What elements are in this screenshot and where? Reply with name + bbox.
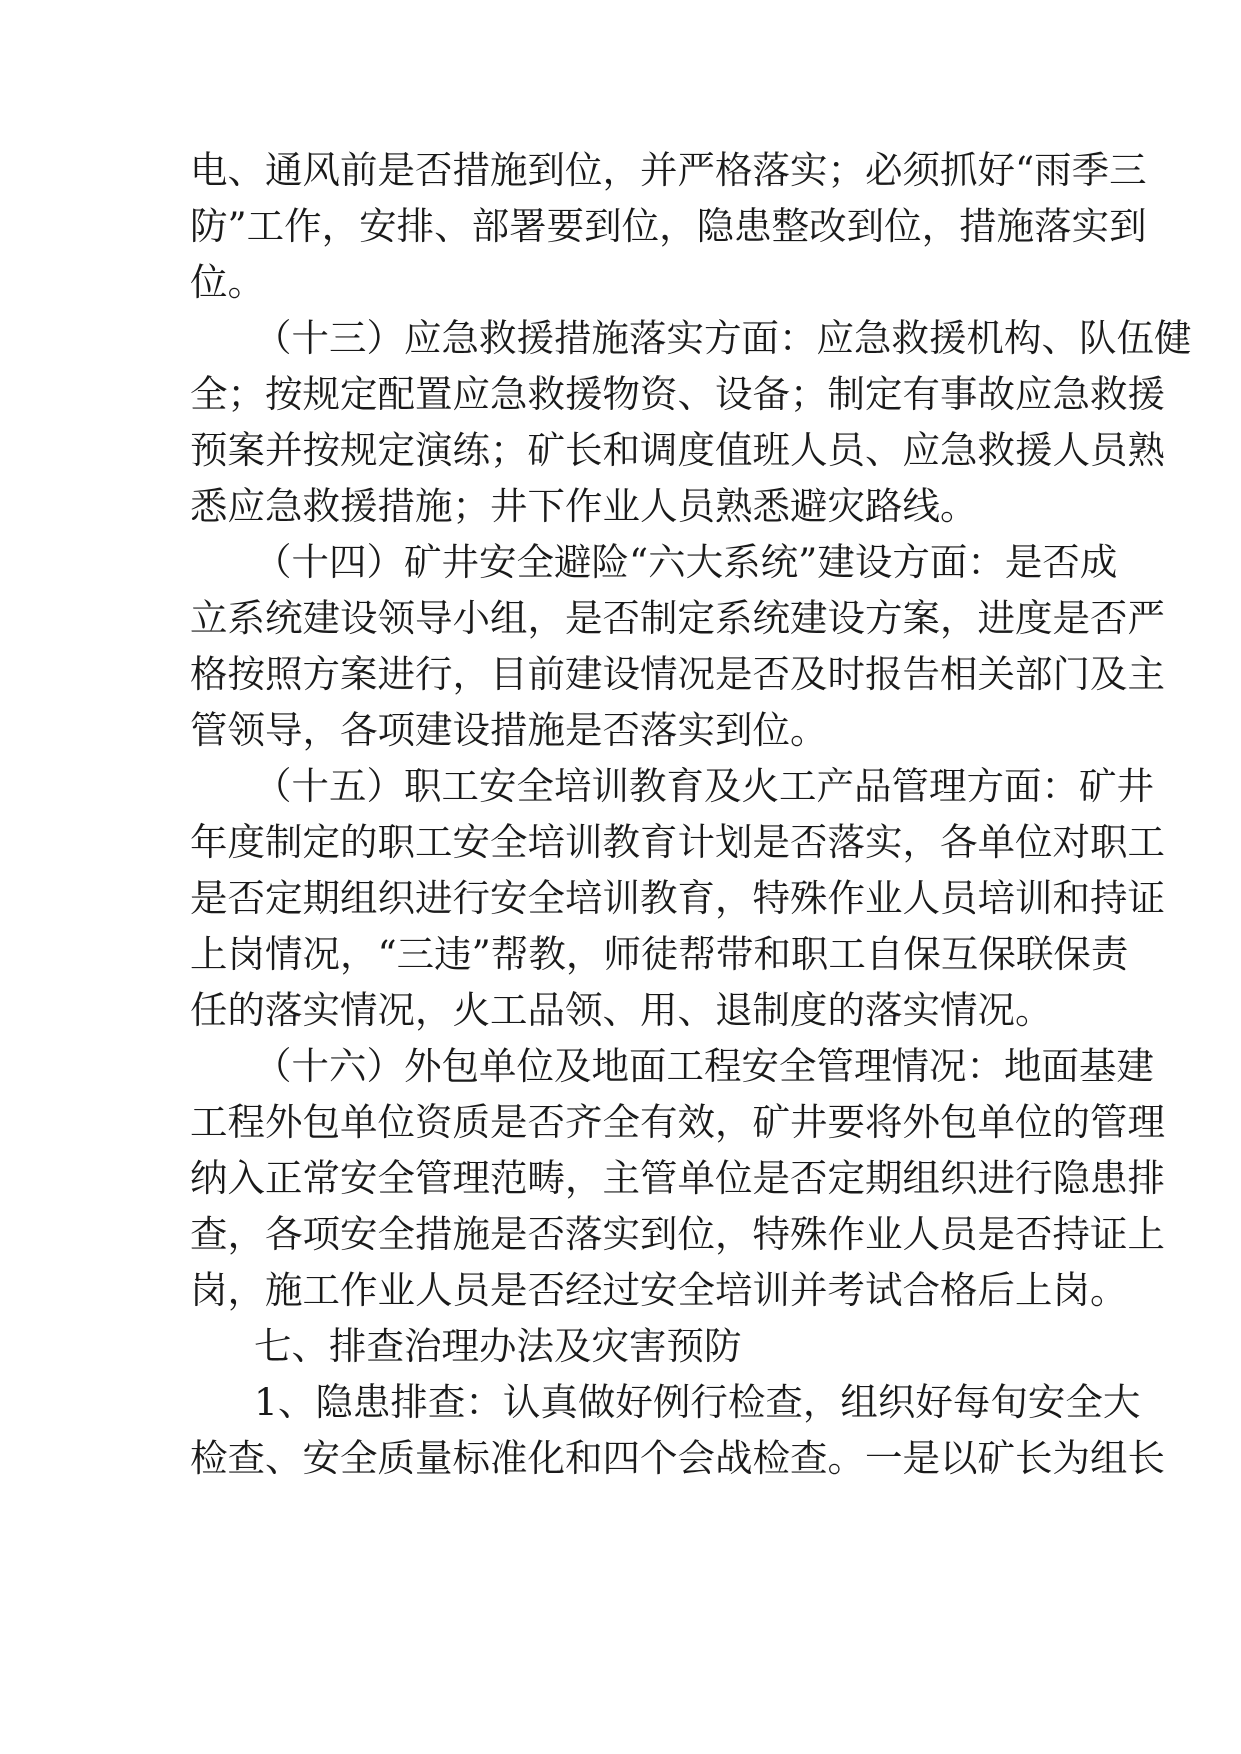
text-line: 工程外包单位资质是否齐全有效，矿井要将外包单位的管理 bbox=[190, 1100, 1165, 1144]
text-line: 年度制定的职工安全培训教育计划是否落实，各单位对职工 bbox=[190, 820, 1165, 864]
text-line: 悉应急救援措施；井下作业人员熟悉避灾路线。 bbox=[190, 484, 978, 528]
text-line: 是否定期组织进行安全培训教育，特殊作业人员培训和持证 bbox=[190, 876, 1165, 920]
text-line: 检查、安全质量标准化和四个会战检查。一是以矿长为组长 bbox=[190, 1436, 1165, 1480]
text-line: 格按照方案进行，目前建设情况是否及时报告相关部门及主 bbox=[190, 652, 1165, 696]
paragraph-heading-line: （十四）矿井安全避险“六大系统”建设方面：是否成 bbox=[254, 540, 1118, 584]
text-line: 预案并按规定演练；矿长和调度值班人员、应急救援人员熟 bbox=[190, 428, 1165, 472]
paragraph-heading-line: 1、隐患排查：认真做好例行检查，组织好每旬安全大 bbox=[254, 1380, 1141, 1424]
paragraph-heading-line: （十五）职工安全培训教育及火工产品管理方面：矿井 bbox=[254, 764, 1154, 808]
text-line: 上岗情况，“三违”帮教，师徒帮带和职工自保互保联保责 bbox=[190, 932, 1129, 976]
text-line: 位。 bbox=[190, 260, 265, 304]
text-line: 电、通风前是否措施到位，并严格落实；必须抓好“雨季三 bbox=[190, 148, 1147, 192]
paragraph-heading-line: （十六）外包单位及地面工程安全管理情况：地面基建 bbox=[254, 1044, 1154, 1088]
paragraph-heading-line: （十三）应急救援措施落实方面：应急救援机构、队伍健 bbox=[254, 316, 1192, 360]
text-line: 纳入正常安全管理范畴，主管单位是否定期组织进行隐患排 bbox=[190, 1156, 1165, 1200]
text-line: 立系统建设领导小组，是否制定系统建设方案，进度是否严 bbox=[190, 596, 1165, 640]
text-line: 任的落实情况，火工品领、用、退制度的落实情况。 bbox=[190, 988, 1053, 1032]
text-line: 查，各项安全措施是否落实到位，特殊作业人员是否持证上 bbox=[190, 1212, 1165, 1256]
text-line: 岗，施工作业人员是否经过安全培训并考试合格后上岗。 bbox=[190, 1268, 1128, 1312]
section-heading: 七、排查治理办法及灾害预防 bbox=[254, 1324, 742, 1368]
text-line: 管领导，各项建设措施是否落实到位。 bbox=[190, 708, 828, 752]
text-line: 全；按规定配置应急救援物资、设备；制定有事故应急救援 bbox=[190, 372, 1165, 416]
text-line: 防”工作，安排、部署要到位，隐患整改到位，措施落实到 bbox=[190, 204, 1147, 248]
